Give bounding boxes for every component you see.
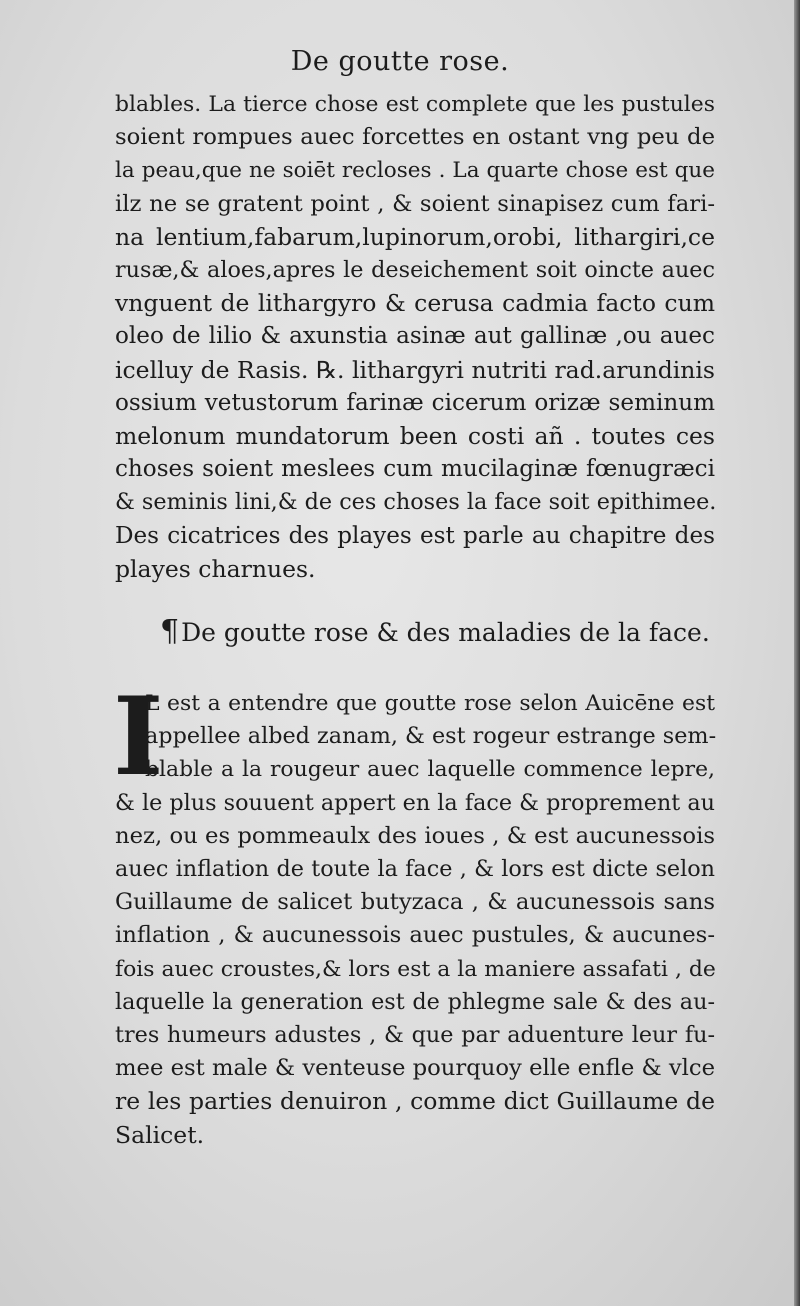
text-line: Salicet.	[115, 1120, 205, 1149]
text-line: playes charnues.	[115, 554, 316, 583]
text-line: na lentium,fabarum,lupinorum,orobi, lithargiri,ce	[115, 222, 715, 251]
text-line: auec inflation de toute la face , & lors est dicte selon	[115, 856, 715, 883]
text-line: melonum mundatorum been costi añ . toutes ces	[115, 422, 715, 451]
text-line: vnguent de lithargyro & cerusa cadmia facto cum	[115, 289, 715, 318]
text-line: icelluy de Rasis. ℞. lithargyri nutriti rad.arundinis	[115, 355, 715, 384]
text-line: Guillaume de salicet butyzaca , & aucunessois sans	[115, 889, 715, 916]
section-heading	[160, 614, 720, 649]
text-line: appellee albed zanam, & est rogeur estrange sem-	[145, 723, 717, 750]
text-line: re les parties denuiron , comme dict Guillaume de	[115, 1087, 715, 1116]
paragraph-2	[113, 674, 717, 1152]
text-line: blables. La tierce chose est complete que les pustules	[115, 92, 715, 117]
pilcrow-icon: ¶	[160, 614, 180, 649]
text-line: soient rompues auec forcettes en ostant vng peu de	[115, 124, 715, 151]
text-line: mee est male & venteuse pourquoy elle enfle & vlce	[115, 1055, 716, 1082]
paragraph-1	[115, 88, 715, 586]
text-line: & seminis lini,& de ces choses la face soit epithimee.	[115, 489, 717, 516]
text-line: choses soient meslees cum mucilaginæ fœnugræci	[115, 456, 715, 483]
text-line: rusæ,& aloes,apres le deseichement soit oincte auec	[115, 257, 715, 284]
text-line: laquelle la generation est de phlegme sale & des au-	[115, 988, 715, 1015]
text-line: nez, ou es pommeaulx des ioues , & est aucunessois	[115, 822, 715, 849]
text-line: L est a entendre que goutte rose selon Auicēne est	[145, 691, 715, 716]
running-head: De goutte rose.	[290, 46, 510, 77]
text-line: oleo de lilio & axunstia asinæ aut gallinæ ,ou auec	[115, 323, 715, 350]
text-line: inflation , & aucunessois auec pustules, & aucunes-	[115, 922, 715, 949]
page-edge-shadow	[794, 0, 800, 1306]
text-line: ossium vetustorum farinæ cicerum orizæ seminum	[115, 389, 715, 416]
text-line: blable a la rougeur auec laquelle commence lepre,	[145, 757, 715, 783]
text-line: & le plus souuent appert en la face & proprement au	[115, 789, 715, 816]
drop-cap-initial: I	[113, 674, 164, 800]
text-line: tres humeurs adustes , & que par aduenture leur fu-	[115, 1022, 715, 1049]
text-line: Des cicatrices des playes est parle au chapitre des	[115, 522, 715, 549]
section-heading-text: De goutte rose & des maladies de la face.	[181, 618, 710, 647]
text-line: ilz ne se gratent point , & soient sinapisez cum fari-	[115, 190, 715, 217]
text-line: fois auec croustes,& lors est a la maniere assafati , de	[115, 956, 716, 982]
text-line: la peau,que ne soiēt recloses . La quarte chose est que	[115, 158, 715, 184]
